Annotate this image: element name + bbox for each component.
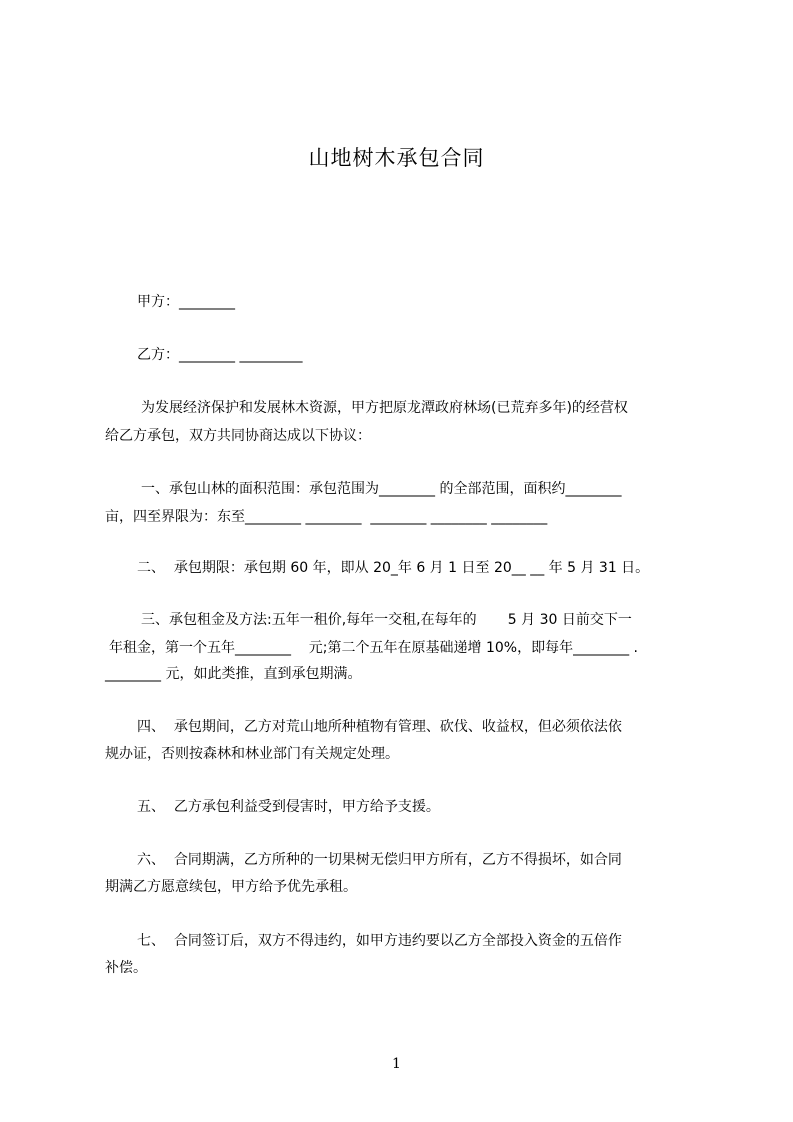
- party-b-line: 乙方：________ _________: [137, 347, 303, 363]
- party-a-line: 甲方：________: [137, 294, 235, 310]
- intro-line-1: 为发展经济保护和发展林木资源，甲方把原龙潭政府林场(已荒弃多年)的经营权: [141, 400, 628, 416]
- clause-3-line-1: 三、承包租金及方法:五年一租价,每年一交租,在每年的 5 月 30 日前交下一: [141, 612, 632, 628]
- clause-6-line-1: 六、 合同期满，乙方所种的一切果树无偿归甲方所有，乙方不得损坏，如合同: [137, 852, 622, 868]
- clause-3-line-2: 年租金，第一个五年________ 元;第二个五年在原基础递增 10%，即每年________ .: [109, 640, 638, 656]
- clause-2-line-1: 二、 承包期限：承包期 60 年，即从 20_年 6 月 1 日至 20__ __ 年 5 月 31 日。: [137, 560, 650, 576]
- clause-5-line-1: 五、 乙方承包利益受到侵害时，甲方给予支援。: [137, 799, 440, 815]
- clause-4-line-1: 四、 承包期间，乙方对荒山地所种植物有管理、砍伐、收益权，但必须依法依: [137, 719, 622, 735]
- page-number: 1: [392, 1056, 401, 1072]
- clause-1-line-2: 亩，四至界限为：东至________ ________ ________ ________ ________: [105, 509, 548, 525]
- clause-7-line-1: 七、 合同签订后，双方不得违约，如甲方违约要以乙方全部投入资金的五倍作: [137, 933, 622, 949]
- document-title: 山地树木承包合同: [308, 146, 485, 170]
- intro-line-2: 给乙方承包，双方共同协商达成以下协议：: [105, 428, 371, 444]
- clause-7-line-2: 补偿。: [105, 960, 147, 976]
- clause-3-line-3: ________ 元，如此类推，直到承包期满。: [105, 666, 362, 682]
- clause-4-line-2: 规办证，否则按森林和林业部门有关规定处理。: [105, 746, 399, 762]
- clause-6-line-2: 期满乙方愿意续包，甲方给予优先承租。: [105, 879, 357, 895]
- clause-1-line-1: 一、承包山林的面积范围：承包范围为________ 的全部范围，面积约________: [141, 481, 622, 497]
